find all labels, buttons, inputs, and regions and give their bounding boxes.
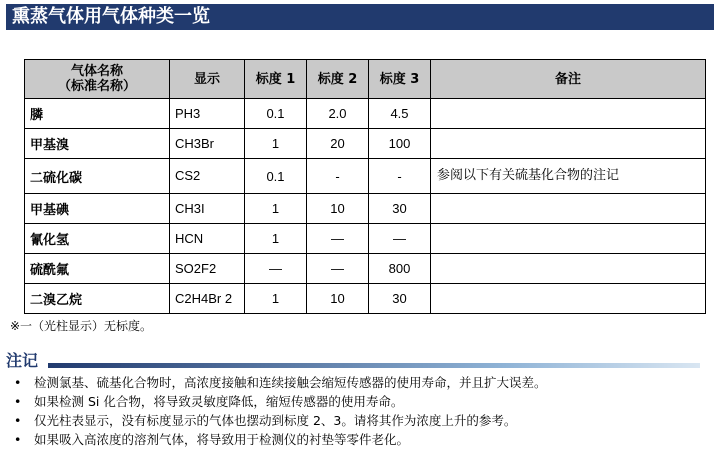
scale-2-cell: — <box>307 224 369 254</box>
display-cell: SO2F2 <box>170 254 245 284</box>
table-row <box>25 254 706 284</box>
bullet-icon: • <box>14 394 22 409</box>
display-cell: PH3 <box>170 99 245 129</box>
gas-name-cell: 二硫化碳 <box>25 159 170 194</box>
note-text: 如果检测 Si 化合物，将导致灵敏度降低，缩短传感器的使用寿命。 <box>34 394 404 409</box>
scale-3-cell: — <box>369 224 431 254</box>
scale-3-cell: 100 <box>369 129 431 159</box>
table-row <box>25 99 706 129</box>
gas-name-cell: 氰化氢 <box>25 224 170 254</box>
gas-name-cell: 甲基碘 <box>25 194 170 224</box>
table-row <box>25 194 706 224</box>
header-display: 显示 <box>170 60 245 99</box>
note-text: 如果吸入高浓度的溶剂气体，将导致用于检测仪的衬垫等零件老化。 <box>34 432 410 447</box>
table-row <box>25 159 706 194</box>
scale-1-cell: 1 <box>245 224 307 254</box>
table-header-row <box>25 60 706 99</box>
table-footnote: ※一（光柱显示）无标度。 <box>10 319 153 333</box>
scale-2-cell: 2.0 <box>307 99 369 129</box>
display-cell: CH3Br <box>170 129 245 159</box>
scale-3-cell: - <box>369 159 431 194</box>
list-item <box>14 392 547 411</box>
scale-3-cell: 30 <box>369 284 431 314</box>
scale-2-cell: - <box>307 159 369 194</box>
remarks-cell-sulfur-note: 参阅以下有关硫基化合物的注记 <box>431 159 706 194</box>
scale-1-cell: 0.1 <box>245 159 307 194</box>
gas-name-cell: 膦 <box>25 99 170 129</box>
scale-3-cell: 4.5 <box>369 99 431 129</box>
header-scale-1: 标度 1 <box>245 60 307 99</box>
display-cell: CH3I <box>170 194 245 224</box>
header-gas-name-line2: （标准名称） <box>57 79 136 94</box>
display-cell: CS2 <box>170 159 245 194</box>
note-text: 仅光柱表显示，没有标度显示的气体也摆动到标度 2、3。请将其作为浓度上升的参考。 <box>34 413 517 428</box>
gas-types-table <box>24 59 706 314</box>
remarks-cell <box>431 284 706 314</box>
scale-1-cell: — <box>245 254 307 284</box>
notes-heading: 注记 <box>6 351 39 370</box>
list-item <box>14 430 547 449</box>
table-row <box>25 129 706 159</box>
bullet-icon: • <box>14 375 22 390</box>
bullet-icon: • <box>14 432 22 447</box>
table-row <box>25 284 706 314</box>
scale-2-cell: — <box>307 254 369 284</box>
scale-3-cell: 30 <box>369 194 431 224</box>
scale-2-cell: 20 <box>307 129 369 159</box>
scale-2-cell: 10 <box>307 284 369 314</box>
scale-1-cell: 1 <box>245 284 307 314</box>
gas-name-cell: 硫酰氟 <box>25 254 170 284</box>
table-row <box>25 224 706 254</box>
list-item <box>14 373 547 392</box>
scale-1-cell: 1 <box>245 129 307 159</box>
display-cell: C2H4Br 2 <box>170 284 245 314</box>
list-item <box>14 411 547 430</box>
note-text: 检测氯基、硫基化合物时，高浓度接触和连续接触会缩短传感器的使用寿命，并且扩大误差。 <box>34 375 547 390</box>
header-gas-name-line1: 气体名称 <box>70 64 123 79</box>
scale-1-cell: 0.1 <box>245 99 307 129</box>
display-cell: HCN <box>170 224 245 254</box>
header-scale-2: 标度 2 <box>307 60 369 99</box>
page-title: 熏蒸气体用气体种类一览 <box>6 4 714 30</box>
scale-2-cell: 10 <box>307 194 369 224</box>
header-remarks: 备注 <box>431 60 706 99</box>
remarks-cell <box>431 99 706 129</box>
notes-divider <box>48 363 700 368</box>
header-gas-name <box>25 60 170 99</box>
scale-3-cell: 800 <box>369 254 431 284</box>
remarks-cell <box>431 224 706 254</box>
remarks-cell <box>431 254 706 284</box>
header-scale-3: 标度 3 <box>369 60 431 99</box>
scale-1-cell: 1 <box>245 194 307 224</box>
notes-list <box>14 373 547 449</box>
remarks-cell <box>431 194 706 224</box>
gas-name-cell: 甲基溴 <box>25 129 170 159</box>
bullet-icon: • <box>14 413 22 428</box>
remarks-cell <box>431 129 706 159</box>
gas-name-cell: 二溴乙烷 <box>25 284 170 314</box>
